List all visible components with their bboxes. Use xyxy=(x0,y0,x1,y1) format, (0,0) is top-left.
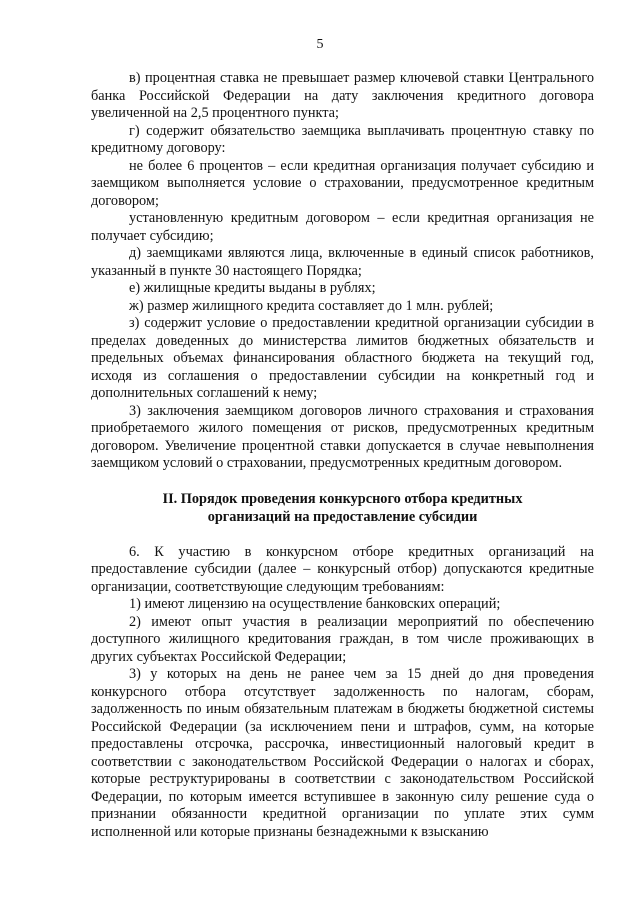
section-title-line-2: организаций на предоставление субсидии xyxy=(207,508,478,525)
paragraph-borrower-obligation: г) содержит обязательство заемщика выплачивать процентную ставку по кредитному договору: xyxy=(91,122,594,156)
paragraph-no-debt: 3) у которых на день не ранее чем за 15 дней до дня проведения конкурсного отбора отсутствует задолженность по налогам, сборам, задолженность по иным обязательным платежам в бюджеты бюджетной системы Российской Федерации (за исключением пени и штрафов, сумм, на которые предоставлены отсрочка, рассрочка, инвестиционный налоговый кредит в соответствии с законодательством Российской Федерации о налогах и сборах, которые реструктурированы в соответствии с законодательством Российской Федерации, по которым имеется вступившее в законную силу решение суда о признании обязанности кредитной организации по уплате этих сумм исполненной или которые признаны безнадежными к взысканию xyxy=(91,666,594,840)
paragraph-rate-with-subsidy: не более 6 процентов – если кредитная организация получает субсидию и заемщиком выполняется условие о страховании, предусмотренное кредитным договором; xyxy=(91,157,594,209)
paragraph-admission: 6. К участию в конкурсном отборе кредитных организаций на предоставление субсидии (далее – конкурсный отбор) допускаются кредитные организации, соответствующие следующим требованиям: xyxy=(91,543,594,595)
paragraph-credit-amount: ж) размер жилищного кредита составляет до 1 млн. рублей; xyxy=(129,297,494,314)
paragraph-borrowers-list: д) заемщиками являются лица, включенные в единый список работников, указанный в пункте 30 настоящего Порядка; xyxy=(91,245,594,279)
paragraph-rate-without-subsidy: установленную кредитным договором – если кредитная организация не получает субсидию; xyxy=(91,210,594,244)
paragraph-insurance: 3) заключения заемщиком договоров личного страхования и страхования приобретаемого жилого помещения от рисков, предусмотренных кредитным договором. Увеличение процентной ставки допускается в случае невыполнения заемщиком условий о страховании, предусмотренных кредитным договором. xyxy=(91,402,594,471)
paragraph-rate-cap: в) процентная ставка не превышает размер ключевой ставки Центрального банка Российской Федерации на дату заключения кредитного договора увеличенной на 2,5 процентного пункта; xyxy=(91,70,594,121)
paragraph-experience: 2) имеют опыт участия в реализации мероприятий по обеспечению доступного жилищного кредитования граждан, в том числе проживающих в других субъектах Российской Федерации; xyxy=(91,613,594,665)
page-number: 5 xyxy=(316,37,324,52)
section-title-line-1: II. Порядок проведения конкурсного отбора кредитных xyxy=(162,490,523,507)
paragraph-subsidy-condition: з) содержит условие о предоставлении кредитной организации субсидии в пределах доведенных до министерства лимитов бюджетных обязательств и предельных объемах финансирования областного бюджета на текущий год, исходя из соглашения о предоставлении субсидии на конкретный год и дополнительных соглашений к нему; xyxy=(91,315,594,401)
paragraph-credit-currency: е) жилищные кредиты выданы в рублях; xyxy=(129,280,376,296)
section-title xyxy=(91,490,594,526)
document-body xyxy=(91,70,594,841)
paragraph-license: 1) имеют лицензию на осуществление банковских операций; xyxy=(129,596,501,612)
